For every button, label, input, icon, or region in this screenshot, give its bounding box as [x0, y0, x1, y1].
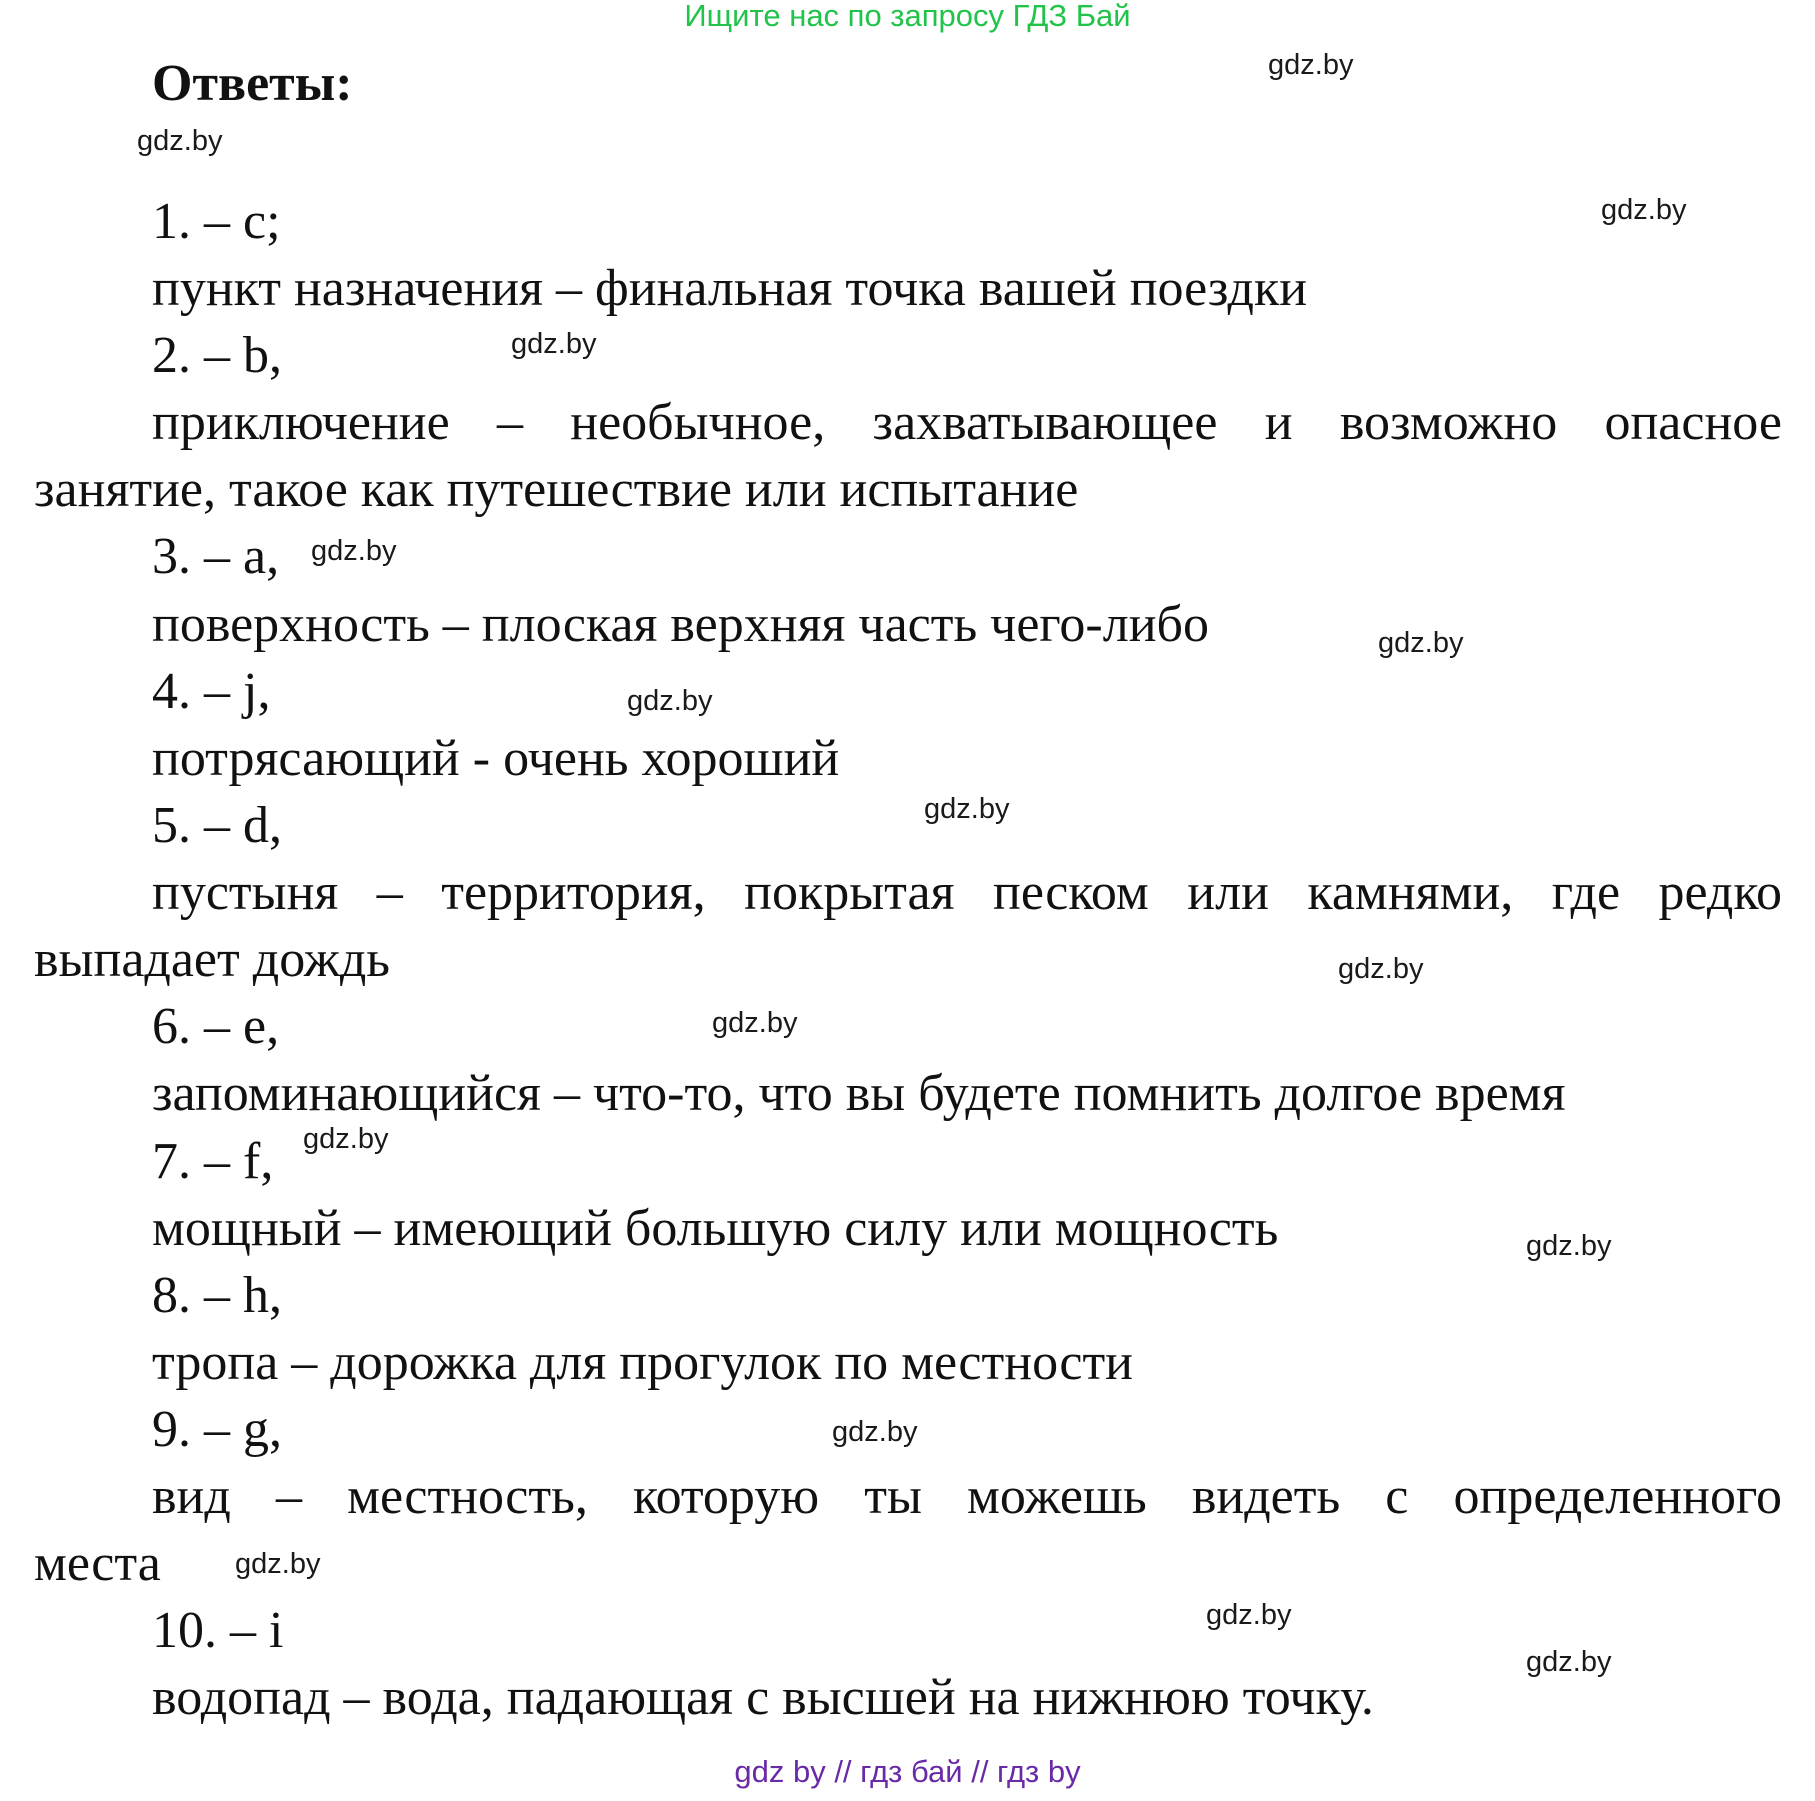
- answer-8-definition: тропа – дорожка для прогулок по местности: [152, 1334, 1133, 1391]
- answer-9-number: 9. – g,: [152, 1401, 282, 1458]
- watermark: gdz.by: [137, 125, 223, 157]
- answer-3-number: 3. – a,: [152, 528, 280, 585]
- watermark: gdz.by: [1526, 1230, 1612, 1262]
- answer-1-definition: пункт назначения – финальная точка вашей поездки: [152, 260, 1308, 317]
- answer-2-definition-line1: приключение – необычное, захватывающее и возможно опасное: [152, 394, 1782, 451]
- answer-1-number: 1. – c;: [152, 193, 281, 250]
- watermark: gdz.by: [1268, 49, 1354, 81]
- watermark: gdz.by: [511, 328, 597, 360]
- answer-5-number: 5. – d,: [152, 797, 282, 854]
- answer-5-definition-line2: выпадает дождь: [34, 931, 391, 988]
- top-banner: Ищите нас по запросу ГДЗ Бай: [684, 0, 1131, 33]
- answer-2-number: 2. – b,: [152, 327, 282, 384]
- answer-9-definition-line2: места: [34, 1535, 161, 1592]
- watermark: gdz.by: [1526, 1646, 1612, 1678]
- answer-10-number: 10. – i: [152, 1602, 284, 1659]
- watermark: gdz.by: [627, 685, 713, 717]
- watermark: gdz.by: [303, 1123, 389, 1155]
- answer-3-definition: поверхность – плоская верхняя часть чего-либо: [152, 596, 1209, 653]
- answer-7-number: 7. – f,: [152, 1133, 274, 1190]
- watermark: gdz.by: [235, 1548, 321, 1580]
- watermark: gdz.by: [1378, 627, 1464, 659]
- watermark: gdz.by: [712, 1007, 798, 1039]
- answer-4-number: 4. – j,: [152, 663, 271, 720]
- answer-9-definition-line1: вид – местность, которую ты можешь видеть с определенного: [152, 1468, 1782, 1525]
- answer-10-definition: водопад – вода, падающая с высшей на нижнюю точку.: [152, 1669, 1374, 1726]
- watermark: gdz.by: [1206, 1599, 1292, 1631]
- answer-8-number: 8. – h,: [152, 1267, 282, 1324]
- watermark: gdz.by: [832, 1416, 918, 1448]
- watermark: gdz.by: [1601, 194, 1687, 226]
- watermark: gdz.by: [924, 793, 1010, 825]
- watermark: gdz.by: [1338, 953, 1424, 985]
- page-title: Ответы:: [152, 55, 353, 112]
- watermark: gdz.by: [311, 535, 397, 567]
- footer-links: gdz by // гдз бай // гдз by: [734, 1754, 1081, 1789]
- answer-6-number: 6. – e,: [152, 998, 280, 1055]
- answer-5-definition-line1: пустыня – территория, покрытая песком или камнями, где редко: [152, 864, 1782, 921]
- answer-7-definition: мощный – имеющий большую силу или мощность: [152, 1200, 1279, 1257]
- answer-6-definition: запоминающийся – что-то, что вы будете помнить долгое время: [152, 1065, 1566, 1122]
- answer-4-definition: потрясающий - очень хороший: [152, 730, 840, 787]
- answer-2-definition-line2: занятие, такое как путешествие или испытание: [34, 461, 1079, 518]
